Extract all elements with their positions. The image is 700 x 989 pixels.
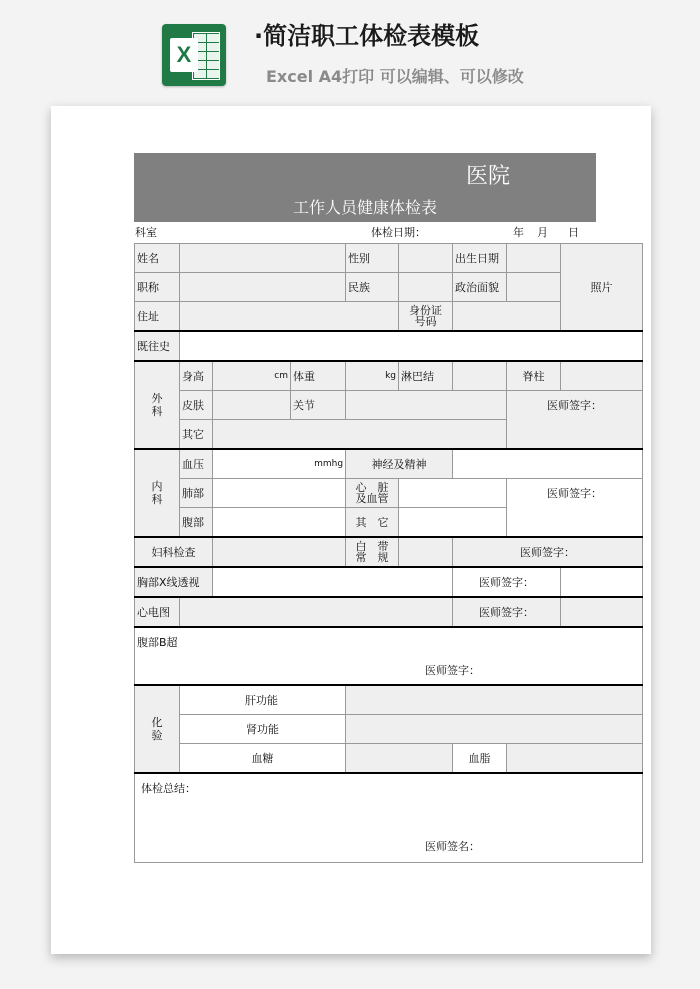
label-political: 政治面貌 <box>453 273 507 302</box>
field-abdomen[interactable] <box>213 508 346 538</box>
label-chest-xray: 胸部X线透视 <box>135 567 213 597</box>
field-ecg[interactable] <box>180 597 453 627</box>
label-liver: 肝功能 <box>180 685 346 715</box>
field-joint[interactable] <box>346 391 507 420</box>
label-history: 既往史 <box>135 331 180 361</box>
form-title: 工作人员健康体检表 <box>292 198 437 217</box>
label-gyn: 妇科检查 <box>135 537 213 567</box>
internal-line-1: 内 <box>151 480 163 493</box>
field-leukorrhea[interactable] <box>399 537 453 567</box>
label-surgery <box>135 361 180 449</box>
surgery-line-2: 科 <box>151 405 163 418</box>
bscan-box[interactable] <box>135 627 643 685</box>
field-title[interactable] <box>180 273 346 302</box>
exam-date-label: 体检日期： <box>371 226 426 239</box>
label-glucose: 血糖 <box>180 744 346 774</box>
field-other-internal[interactable] <box>399 508 507 538</box>
label-other-internal: 其 它 <box>346 508 399 538</box>
id-number-line-1: 身份证 <box>409 304 443 317</box>
label-joint: 关节 <box>291 391 346 420</box>
field-xray-sign[interactable] <box>561 567 643 597</box>
dept-label: 科室 <box>135 226 157 239</box>
label-lab <box>135 685 180 773</box>
label-spine: 脊柱 <box>507 361 561 391</box>
label-weight: 体重 <box>291 361 346 391</box>
field-blood-pressure[interactable]: mmhg <box>213 449 346 479</box>
label-abdomen: 腹部 <box>180 508 213 538</box>
label-heart <box>346 479 399 508</box>
field-weight[interactable]: kg <box>346 361 399 391</box>
summary-box[interactable] <box>135 773 643 863</box>
page-subtitle: Excel A4打印 可以编辑、可以修改 <box>266 67 524 86</box>
id-number-line-2: 号码 <box>414 315 437 328</box>
field-ecg-sign[interactable] <box>561 597 643 627</box>
field-address[interactable] <box>180 302 399 332</box>
heart-line-1: 心 脏 <box>355 481 389 494</box>
hospital-name: 医院 <box>466 164 511 189</box>
field-skin[interactable] <box>213 391 291 420</box>
label-blood-pressure: 血压 <box>180 449 213 479</box>
field-kidney[interactable] <box>346 715 643 744</box>
label-neuro: 神经及精神 <box>346 449 453 479</box>
year-label: 年 <box>513 226 524 239</box>
label-lymph: 淋巴结 <box>399 361 453 391</box>
form-banner <box>134 153 596 222</box>
excel-letter: X <box>170 38 198 72</box>
label-kidney: 肾功能 <box>180 715 346 744</box>
field-history[interactable] <box>180 331 643 361</box>
heart-line-2: 及血管 <box>355 492 389 505</box>
field-id-number[interactable] <box>453 302 561 332</box>
field-glucose[interactable] <box>346 744 453 774</box>
field-lung[interactable] <box>213 479 346 508</box>
label-summary: 体检总结： <box>141 782 196 795</box>
field-lipid[interactable] <box>507 744 643 774</box>
leuk-line-2: 常 规 <box>355 551 389 564</box>
field-other-surgery[interactable] <box>213 420 507 450</box>
surgery-line-1: 外 <box>151 392 163 405</box>
health-exam-table <box>134 243 643 863</box>
label-birth-date: 出生日期 <box>453 244 507 273</box>
field-neuro[interactable] <box>453 449 643 479</box>
field-name[interactable] <box>180 244 346 273</box>
field-liver[interactable] <box>346 685 643 715</box>
field-gender[interactable] <box>399 244 453 273</box>
label-other-surgery: 其它 <box>180 420 213 450</box>
field-heart[interactable] <box>399 479 507 508</box>
day-label: 日 <box>568 226 579 239</box>
gyn-doctor-sign[interactable]: 医师签字： <box>453 537 643 567</box>
field-lymph[interactable] <box>453 361 507 391</box>
label-bscan: 腹部B超 <box>137 636 178 649</box>
label-skin: 皮肤 <box>180 391 213 420</box>
label-name: 姓名 <box>135 244 180 273</box>
summary-doctor-signature: 医师签名： <box>425 840 480 853</box>
field-political[interactable] <box>507 273 561 302</box>
label-title: 职称 <box>135 273 180 302</box>
label-leukorrhea <box>346 537 399 567</box>
field-gyn[interactable] <box>213 537 346 567</box>
label-lipid: 血脂 <box>453 744 507 774</box>
excel-icon <box>162 24 226 86</box>
label-address: 住址 <box>135 302 180 332</box>
field-chest-xray[interactable] <box>213 567 453 597</box>
field-spine[interactable] <box>561 361 643 391</box>
document-page <box>51 106 651 954</box>
field-birth-date[interactable] <box>507 244 561 273</box>
bscan-doctor-sign: 医师签字： <box>425 664 480 677</box>
label-lung: 肺部 <box>180 479 213 508</box>
field-height[interactable]: cm <box>213 361 291 391</box>
surgery-doctor-sign[interactable]: 医师签字： <box>507 391 643 450</box>
month-label: 月 <box>537 226 548 239</box>
lab-line-1: 化 <box>151 716 163 729</box>
ecg-doctor-sign[interactable]: 医师签字： <box>453 597 561 627</box>
label-id-number <box>399 302 453 332</box>
page-title: ·简洁职工体检表模板 <box>254 22 480 50</box>
label-internal <box>135 449 180 537</box>
field-ethnicity[interactable] <box>399 273 453 302</box>
label-ethnicity: 民族 <box>346 273 399 302</box>
label-ecg: 心电图 <box>135 597 180 627</box>
xray-doctor-sign[interactable]: 医师签字： <box>453 567 561 597</box>
internal-doctor-sign[interactable]: 医师签字： <box>507 479 643 538</box>
label-gender: 性别 <box>346 244 399 273</box>
internal-line-2: 科 <box>151 493 163 506</box>
leuk-line-1: 白 带 <box>355 540 389 553</box>
label-height: 身高 <box>180 361 213 391</box>
photo-box[interactable]: 照片 <box>561 244 643 332</box>
lab-line-2: 验 <box>151 729 163 742</box>
